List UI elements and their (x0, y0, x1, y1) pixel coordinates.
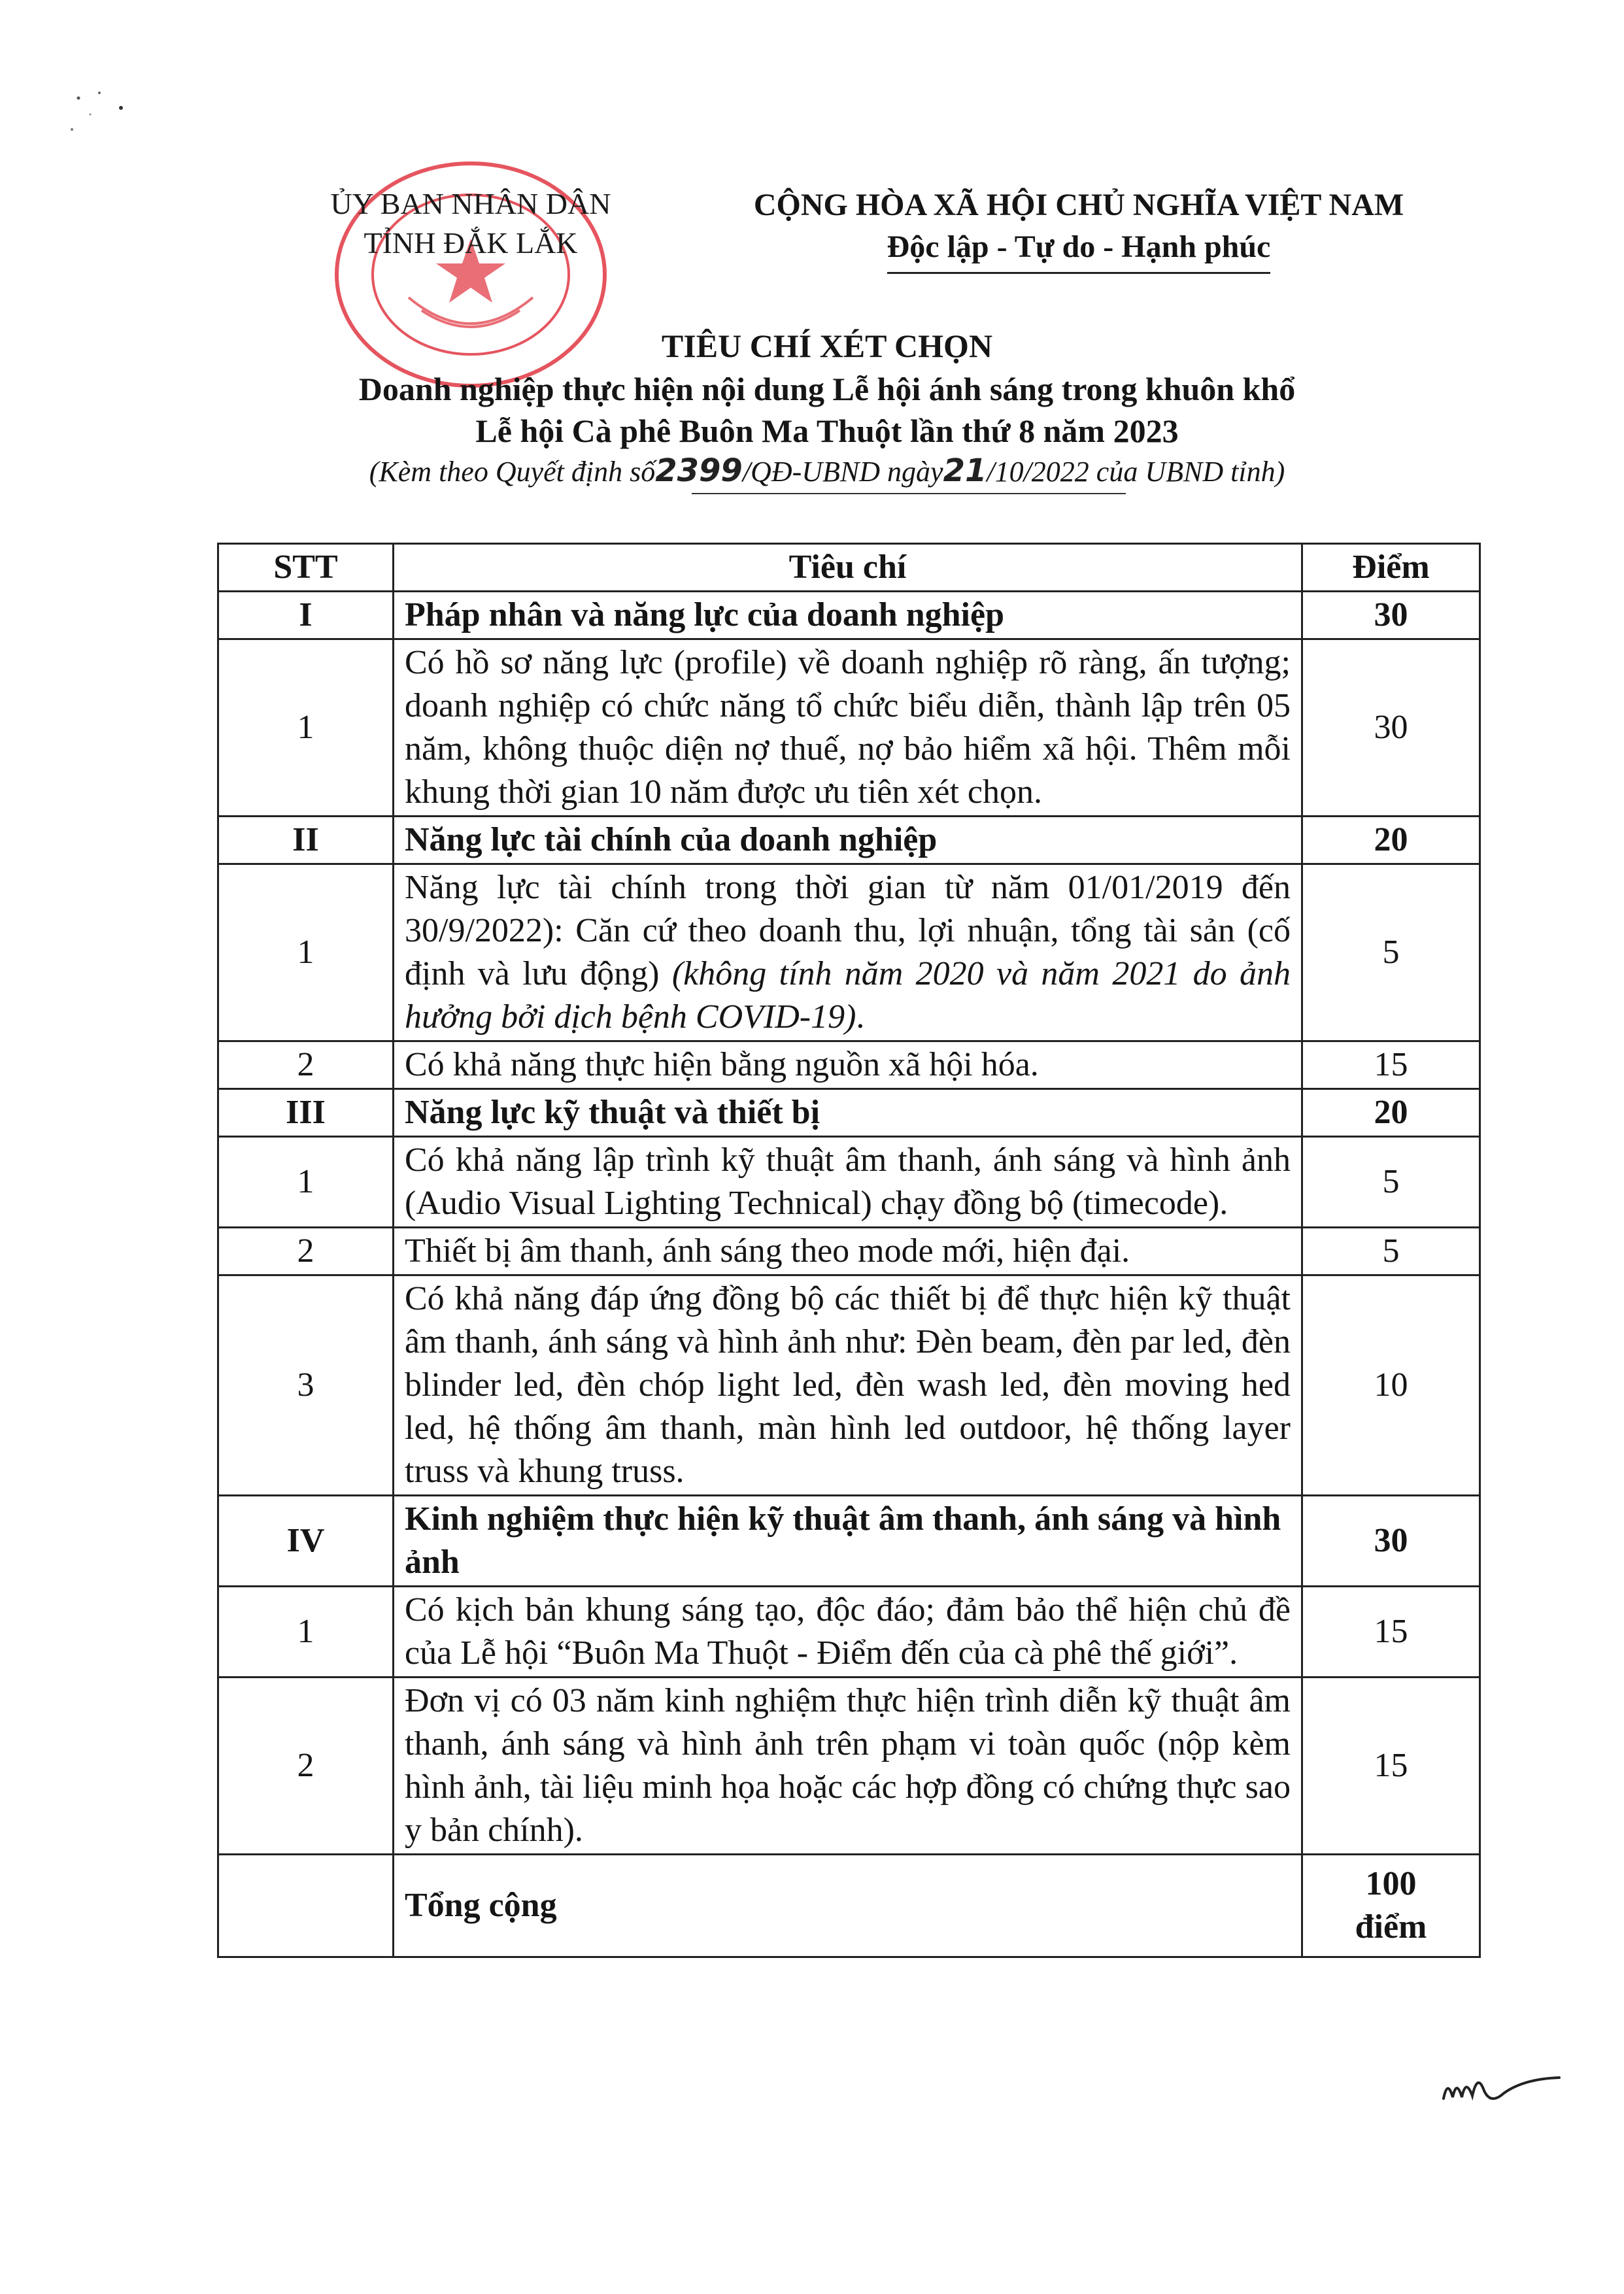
row-points: 30 (1302, 592, 1480, 639)
total-stt-empty (218, 1855, 394, 1957)
criteria-text: Năng lực tài chính trong thời gian từ năm 01/01/2019 đến 30/9/2022): Căn cứ theo doanh thu, lợi nhuận, tổng tài sản (cố định và lưu động) (405, 869, 1291, 992)
row-stt: 1 (218, 1587, 394, 1678)
authority-line-1: ỦY BAN NHÂN DÂN (330, 187, 611, 220)
criteria-table (217, 543, 1481, 1958)
section-row (218, 1496, 1480, 1587)
table-row (218, 639, 1480, 817)
initials-signature (1438, 2059, 1563, 2118)
national-name: CỘNG HÒA XÃ HỘI CHỦ NGHĨA VIỆT NAM (753, 188, 1404, 222)
document-title: TIÊU CHÍ XÉT CHỌN (661, 328, 993, 364)
section-row (218, 592, 1480, 639)
row-criteria: Kinh nghiệm thực hiện kỹ thuật âm thanh, ánh sáng và hình ảnh (394, 1496, 1302, 1587)
table-row (218, 1275, 1480, 1496)
decision-number: 2399 (655, 452, 743, 489)
total-points (1302, 1855, 1480, 1957)
row-criteria: Có kịch bản khung sáng tạo, độc đáo; đảm bảo thể hiện chủ đề của Lễ hội “Buôn Ma Thuột - Điểm đến của cà phê thế giới”. (394, 1587, 1302, 1678)
table-row (218, 864, 1480, 1041)
row-stt: III (218, 1089, 394, 1137)
total-label: Tổng cộng (394, 1855, 1302, 1957)
row-stt: 1 (218, 639, 394, 817)
table-row (218, 1587, 1480, 1678)
reference-prefix: (Kèm theo Quyết định số (369, 456, 656, 488)
scan-speck-marks (59, 78, 137, 144)
row-points: 15 (1302, 1587, 1480, 1678)
row-points: 10 (1302, 1275, 1480, 1496)
reference-middle: /QĐ-UBND ngày (742, 456, 943, 488)
row-stt: 1 (218, 864, 394, 1041)
row-points: 5 (1302, 1228, 1480, 1275)
table-row (218, 1041, 1480, 1089)
criteria-italic-note: (không tính năm 2020 và năm 2021 do ảnh hưởng bởi dịch bệnh COVID-19) (405, 955, 1291, 1036)
row-criteria: Thiết bị âm thanh, ánh sáng theo mode mới, hiện đại. (394, 1228, 1302, 1275)
decision-day: 21 (943, 452, 987, 489)
row-points: 20 (1302, 817, 1480, 864)
row-stt: 2 (218, 1041, 394, 1089)
total-row (218, 1855, 1480, 1957)
row-criteria: Đơn vị có 03 năm kinh nghiệm thực hiện trình diễn kỹ thuật âm thanh, ánh sáng và hình ảnh trên phạm vi toàn quốc (nộp kèm hình ảnh, tài liệu minh họa hoặc các hợp đồng có chứng thực sao y bản chính). (394, 1678, 1302, 1855)
row-criteria: Có hồ sơ năng lực (profile) về doanh nghiệp rõ ràng, ấn tượng; doanh nghiệp có chức năng tổ chức biểu diễn, thành lập trên 05 năm, không thuộc diện nợ thuế, nợ bảo hiểm xã hội. Thêm mỗi khung thời gian 10 năm được ưu tiên xét chọn. (394, 639, 1302, 817)
row-criteria: Năng lực kỹ thuật và thiết bị (394, 1089, 1302, 1137)
row-points: 30 (1302, 1496, 1480, 1587)
row-points: 20 (1302, 1089, 1480, 1137)
row-stt: II (218, 817, 394, 864)
reference-suffix: /10/2022 của UBND tỉnh) (987, 456, 1285, 488)
header-stt: STT (218, 544, 394, 592)
row-points: 5 (1302, 864, 1480, 1041)
row-stt: 1 (218, 1137, 394, 1228)
national-motto: Độc lập - Tự do - Hạnh phúc (887, 226, 1271, 274)
total-points-value: 100 (1365, 1865, 1417, 1902)
row-points: 5 (1302, 1137, 1480, 1228)
row-points: 15 (1302, 1678, 1480, 1855)
section-row (218, 1089, 1480, 1137)
row-stt: IV (218, 1496, 394, 1587)
header-points: Điểm (1302, 544, 1480, 592)
total-points-unit: điểm (1355, 1908, 1427, 1946)
row-stt: 2 (218, 1678, 394, 1855)
table-row (218, 1137, 1480, 1228)
row-criteria: Có khả năng lập trình kỹ thuật âm thanh, ánh sáng và hình ảnh (Audio Visual Lighting Technical) chạy đồng bộ (timecode). (394, 1137, 1302, 1228)
decision-reference (196, 452, 1458, 489)
table-header-row (218, 544, 1480, 592)
row-stt: 3 (218, 1275, 394, 1496)
table-row (218, 1678, 1480, 1855)
document-subtitle-line-1: Doanh nghiệp thực hiện nội dung Lễ hội ánh sáng trong khuôn khổ (358, 371, 1296, 407)
authority-line-2: TỈNH ĐẮK LẮK (364, 226, 578, 260)
row-criteria (394, 864, 1302, 1041)
row-criteria: Pháp nhân và năng lực của doanh nghiệp (394, 592, 1302, 639)
header-criteria: Tiêu chí (394, 544, 1302, 592)
row-stt: I (218, 592, 394, 639)
criteria-text-end: . (856, 998, 865, 1036)
row-points: 30 (1302, 639, 1480, 817)
row-criteria: Có khả năng thực hiện bằng nguồn xã hội hóa. (394, 1041, 1302, 1089)
document-subtitle-line-2: Lễ hội Cà phê Buôn Ma Thuột lần thứ 8 năm 2023 (475, 413, 1179, 449)
table-row (218, 1228, 1480, 1275)
row-stt: 2 (218, 1228, 394, 1275)
issuing-authority (275, 184, 667, 263)
national-title (693, 184, 1464, 274)
reference-underline (692, 493, 1126, 494)
row-criteria: Năng lực tài chính của doanh nghiệp (394, 817, 1302, 864)
row-points: 15 (1302, 1041, 1480, 1089)
section-row (218, 817, 1480, 864)
row-criteria: Có khả năng đáp ứng đồng bộ các thiết bị để thực hiện kỹ thuật âm thanh, ánh sáng và hình ảnh như: Đèn beam, đèn par led, đèn blinder led, đèn chóp light led, đèn wash led, đèn moving hed led, hệ thống âm thanh, màn hình led outdoor, hệ thống layer truss và khung truss. (394, 1275, 1302, 1496)
